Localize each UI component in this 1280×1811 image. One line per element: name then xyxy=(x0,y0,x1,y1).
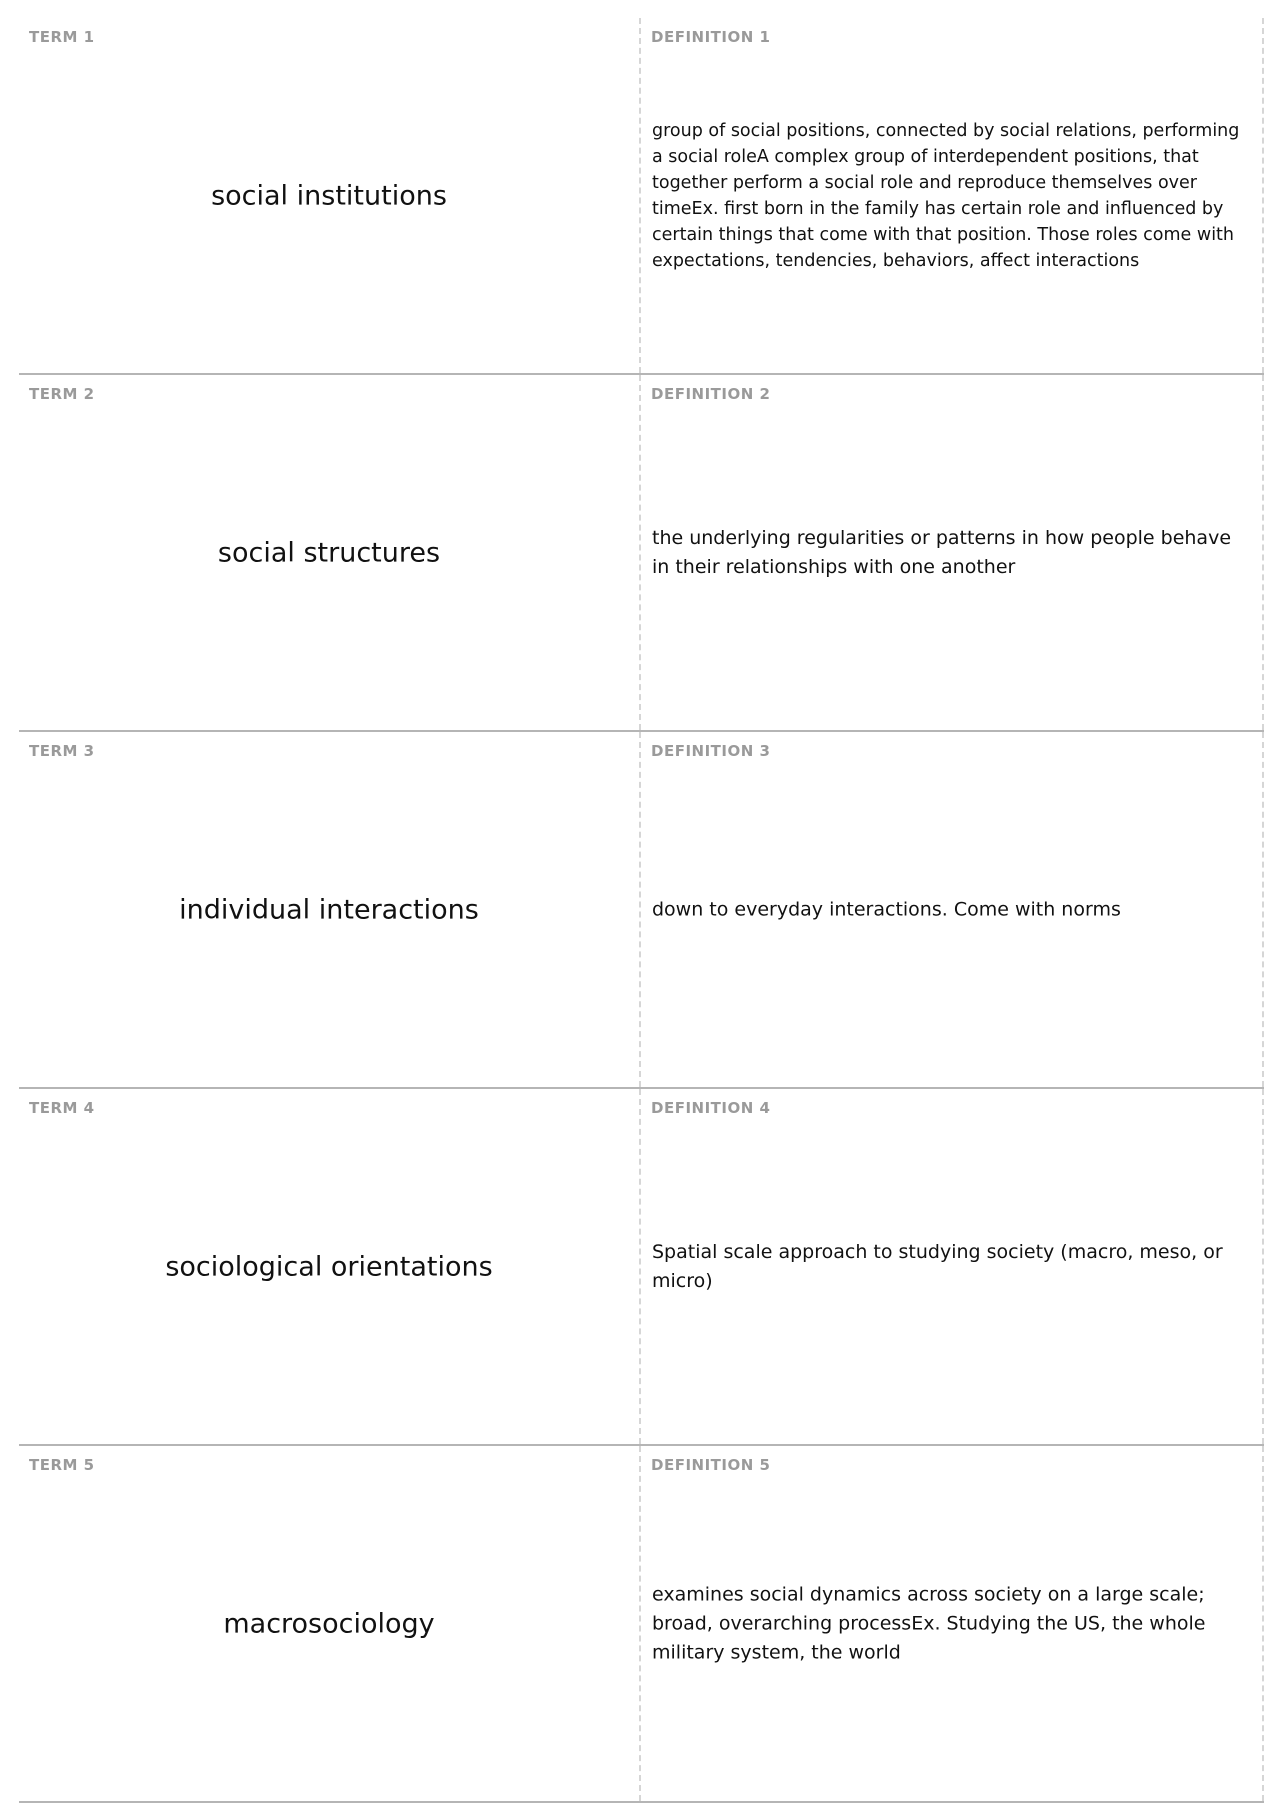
term-label: TERM 5 xyxy=(29,1456,95,1474)
flashcard-sheet xyxy=(19,18,1264,1803)
term-cell xyxy=(19,375,641,730)
flashcard-row xyxy=(19,375,1264,732)
term-text: social structures xyxy=(217,537,441,568)
definition-text: Spatial scale approach to studying society (macro, meso, or micro) xyxy=(652,1240,1223,1292)
definition-cell xyxy=(641,18,1264,373)
term-text: sociological orientations xyxy=(165,1251,493,1282)
definition-cell xyxy=(641,732,1264,1087)
definition-cell xyxy=(641,1446,1264,1801)
term-label: TERM 2 xyxy=(29,385,95,403)
definition-label: DEFINITION 4 xyxy=(651,1099,771,1117)
definition-text: the underlying regularities or patterns in how people behave in their relationships with one another xyxy=(652,526,1232,578)
definition-text: down to everyday interactions. Come with norms xyxy=(652,898,1121,920)
term-label: TERM 1 xyxy=(29,28,95,46)
flashcard-row xyxy=(19,1446,1264,1803)
definition-text: examines social dynamics across society on a large scale; broad, overarching processEx. Studying the US, the whole military system, the world xyxy=(652,1583,1206,1663)
term-label: TERM 3 xyxy=(29,742,95,760)
flashcard-row xyxy=(19,1089,1264,1446)
definition-cell xyxy=(641,1089,1264,1444)
term-cell xyxy=(19,1089,641,1444)
term-label: TERM 4 xyxy=(29,1099,95,1117)
term-cell xyxy=(19,1446,641,1801)
flashcard-row xyxy=(19,18,1264,375)
flashcard-row xyxy=(19,732,1264,1089)
definition-label: DEFINITION 2 xyxy=(651,385,771,403)
definition-label: DEFINITION 5 xyxy=(651,1456,771,1474)
definition-text: group of social positions, connected by social relations, performing a social roleA complex group of interdependent positions, that together perform a social role and reproduce themselves over timeEx. first born in the family has certain role and influenced by certain things that come with that position. Those roles come with expectations, tendencies, behaviors, affect interactions xyxy=(652,120,1240,271)
term-text: social institutions xyxy=(211,180,447,211)
term-cell xyxy=(19,18,641,373)
definition-label: DEFINITION 1 xyxy=(651,28,771,46)
term-text: macrosociology xyxy=(223,1608,435,1639)
term-text: individual interactions xyxy=(179,894,479,925)
term-cell xyxy=(19,732,641,1087)
definition-cell xyxy=(641,375,1264,730)
definition-label: DEFINITION 3 xyxy=(651,742,771,760)
